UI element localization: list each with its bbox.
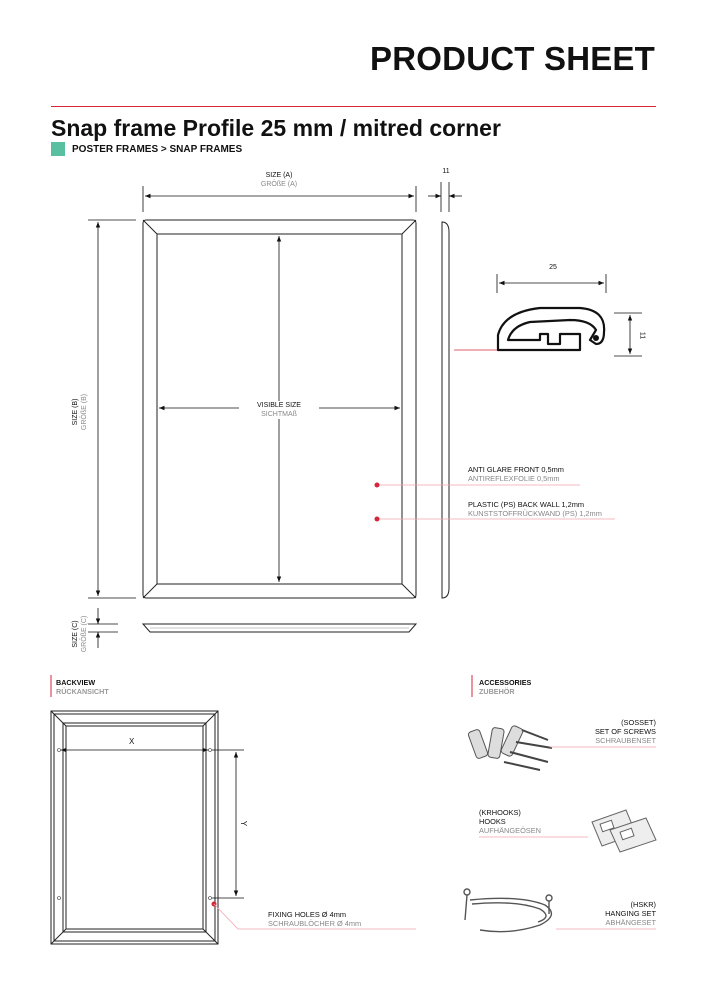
accessory-hooks[interactable]: (KRHOOKS) HOOKS AUFHÄNGEÖSEN — [479, 808, 542, 835]
profile-width-label: 25 — [549, 264, 557, 271]
accessories-heading: ACCESSORIES ZUBEHÖR — [479, 678, 532, 696]
size-b-label: SIZE (B) GRÖßE (B) — [72, 393, 88, 431]
frame-side-view — [442, 222, 449, 598]
size-a-label: SIZE (A) GRÖßE (A) — [260, 172, 298, 188]
y-dimension-label: Y — [239, 820, 249, 827]
breadcrumb[interactable]: POSTER FRAMES > SNAP FRAMES — [72, 144, 243, 155]
accessory-screws[interactable]: (SOSSET) SET OF SCREWS SCHRAUBENSET — [594, 718, 656, 745]
page-title: PRODUCT SHEET — [370, 40, 655, 77]
feature-anti-glare: ANTI GLARE FRONT 0,5mm ANTIREFLEXFOLIE 0,5mm — [468, 465, 564, 483]
backview-frame — [51, 711, 218, 944]
visible-size-label: VISIBLE SIZE SICHTMAß — [239, 401, 319, 419]
hanging-set-illustration — [464, 889, 552, 932]
x-dimension-label: X — [129, 737, 135, 746]
fixing-holes-label: FIXING HOLES Ø 4mm SCHRAUBLÖCHER Ø 4mm — [268, 910, 362, 928]
profile-height-label: 11 — [638, 331, 646, 340]
profile-cross-section — [497, 274, 642, 356]
backview-heading: BACKVIEW RÜCKANSICHT — [56, 678, 109, 696]
hooks-illustration — [592, 810, 656, 852]
feature-back-wall: PLASTIC (PS) BACK WALL 1,2mm KUNSTSTOFFRÜCKWAND (PS) 1,2mm — [468, 500, 602, 518]
screws-illustration — [468, 725, 552, 770]
depth-label: 11 — [442, 168, 450, 175]
size-c-label: SIZE (C) GRÖßE (C) — [72, 615, 88, 653]
product-title: Snap frame Profile 25 mm / mitred corner — [51, 115, 501, 141]
accessory-hanging-set[interactable]: (HSKR) HANGING SET ABHÄNGESET — [605, 900, 656, 927]
